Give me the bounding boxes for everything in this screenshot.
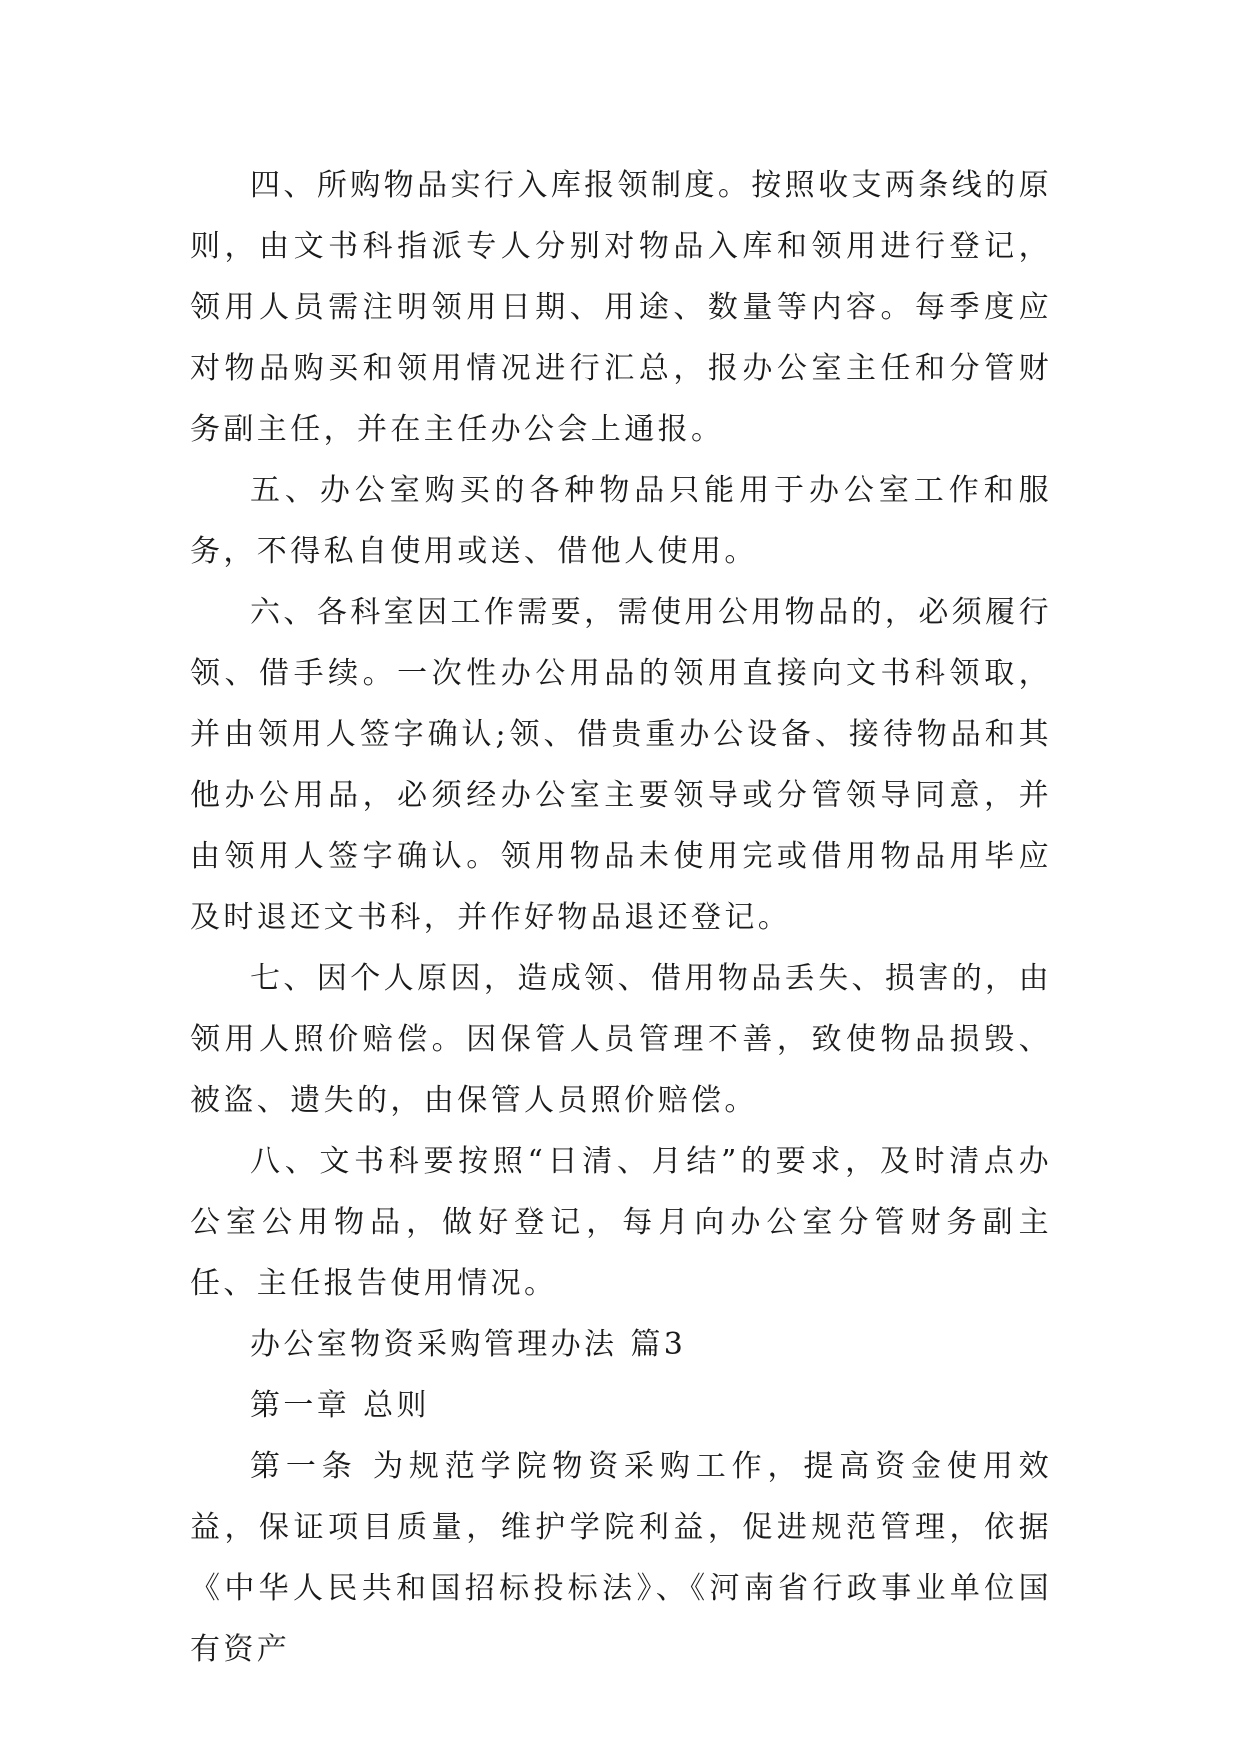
chapter-heading: 第一章 总则	[250, 1388, 430, 1423]
paragraph-item-5: 五、办公室购买的各种物品只能用于办公室工作和服务，不得私自使用或送、借他人使用。	[190, 473, 1052, 569]
article-1: 第一条 为规范学院物资采购工作，提高资金使用效益，保证项目质量，维护学院利益，促进规范管理，依据《中华人民共和国招标投标法》、《河南省行政事业单位国有资产	[190, 1449, 1052, 1667]
paragraph-item-6: 六、各科室因工作需要，需使用公用物品的，必须履行领、借手续。一次性办公用品的领用直接向文书科领取，并由领用人签字确认;领、借贵重办公设备、接待物品和其他办公用品，必须经办公室主要领导或分管领导同意，并由领用人签字确认。领用物品未使用完或借用物品用毕应及时退还文书科，并作好物品退还登记。	[190, 595, 1052, 935]
section-title: 办公室物资采购管理办法 篇3	[250, 1327, 687, 1362]
paragraph-item-8: 八、文书科要按照“日清、月结”的要求，及时清点办公室公用物品，做好登记，每月向办公室分管财务副主任、主任报告使用情况。	[190, 1144, 1052, 1301]
paragraph-item-7: 七、因个人原因，造成领、借用物品丢失、损害的，由领用人照价赔偿。因保管人员管理不善，致使物品损毁、被盗、遗失的，由保管人员照价赔偿。	[190, 961, 1052, 1118]
paragraph-item-4: 四、所购物品实行入库报领制度。按照收支两条线的原则，由文书科指派专人分别对物品入库和领用进行登记，领用人员需注明领用日期、用途、数量等内容。每季度应对物品购买和领用情况进行汇总，报办公室主任和分管财务副主任，并在主任办公会上通报。	[190, 168, 1052, 447]
document-body	[190, 155, 1052, 1680]
